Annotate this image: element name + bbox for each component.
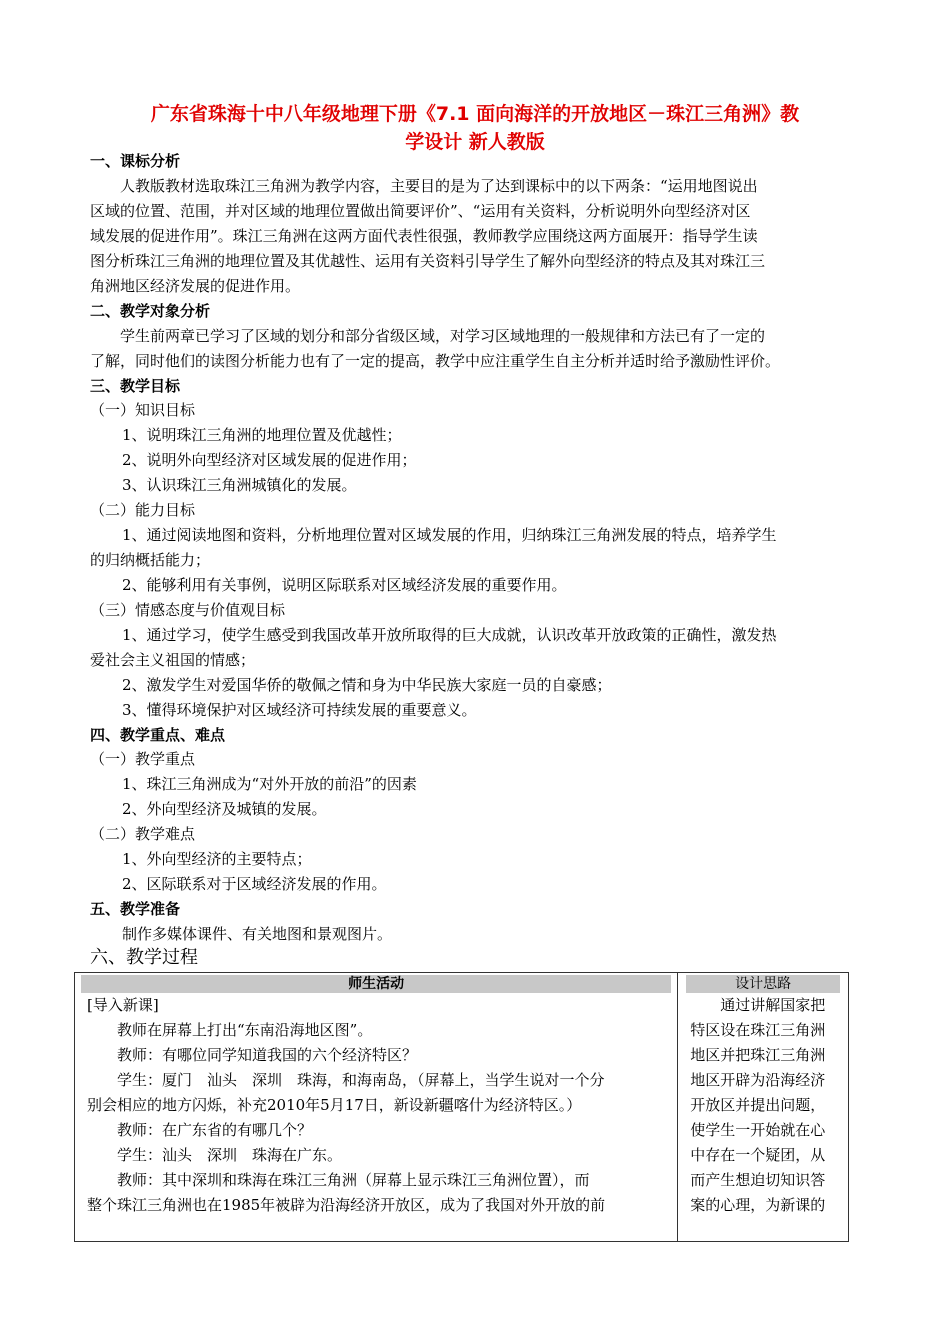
subsection-heading: （二）教学难点 [90, 825, 196, 843]
teaching-process-table [74, 972, 849, 1242]
list-item: 爱社会主义祖国的情感； [90, 651, 256, 669]
section-heading: 二、教学对象分析 [90, 302, 211, 320]
list-item: 2、能够利用有关事例，说明区际联系对区域经济发展的重要作用。 [122, 576, 567, 594]
table-line: 通过讲解国家把 [720, 996, 826, 1014]
table-line: 地区并把珠江三角洲 [690, 1046, 826, 1064]
paragraph-line: 域发展的促进作用”。珠江三角洲在这两方面代表性很强，教师教学应围绕这两方面展开：指导学生读 [90, 227, 758, 245]
list-item: 1、通过学习，使学生感受到我国改革开放所取得的巨大成就，认识改革开放政策的正确性，激发热 [122, 626, 777, 644]
paragraph-line: 人教版教材选取珠江三角洲为教学内容，主要目的是为了达到课标中的以下两条：“运用地图说出 [120, 177, 758, 195]
section-heading: 六、教学过程 [90, 947, 198, 968]
paragraph-line: 了解，同时他们的读图分析能力也有了一定的提高，教学中应注重学生自主分析并适时给予激励性评价。 [90, 352, 781, 370]
paragraph-line: 学生前两章已学习了区域的划分和部分省级区域，对学习区域地理的一般规律和方法已有了一定的 [120, 327, 766, 345]
title-line-2: 学设计 新人教版 [405, 131, 545, 153]
section-heading: 三、教学目标 [90, 377, 181, 395]
table-cell-design [678, 973, 849, 1242]
list-item: 1、说明珠江三角洲的地理位置及优越性； [122, 426, 402, 444]
table-line: 教师：有哪位同学知道我国的六个经济特区？ [117, 1046, 418, 1064]
list-item: 的归纳概括能力； [90, 551, 211, 569]
list-item: 1、通过阅读地图和资料，分析地理位置对区域发展的作用，归纳珠江三角洲发展的特点，培养学生 [122, 526, 777, 544]
table-line: 而产生想迫切知识答 [690, 1171, 826, 1189]
table-line: 教师：其中深圳和珠海在珠江三角洲（屏幕上显示珠江三角洲位置），而 [117, 1171, 590, 1189]
section-heading: 四、教学重点、难点 [90, 726, 226, 744]
section-heading: 五、教学准备 [90, 900, 181, 918]
list-item: 2、区际联系对于区域经济发展的作用。 [122, 875, 387, 893]
list-item: 2、说明外向型经济对区域发展的促进作用； [122, 451, 417, 469]
subsection-heading: （一）教学重点 [90, 750, 196, 768]
table-line: 别会相应的地方闪烁，补充2010年5月17日，新设新疆喀什为经济特区。） [87, 1096, 582, 1114]
table-line: 使学生一开始就在心 [690, 1121, 826, 1139]
table-line: 整个珠江三角洲也在1985年被辟为沿海经济开放区，成为了我国对外开放的前 [87, 1196, 606, 1214]
table-line: 学生：厦门 汕头 深圳 珠海，和海南岛，（屏幕上，当学生说对一个分 [117, 1071, 605, 1089]
table-line: 教师在屏幕上打出“东南沿海地区图”。 [117, 1021, 373, 1039]
table-line: 中存在一个疑团，从 [690, 1146, 826, 1164]
list-item: 2、激发学生对爱国华侨的敬佩之情和身为中华民族大家庭一员的自豪感； [122, 676, 612, 694]
subsection-heading: （一）知识目标 [90, 401, 196, 419]
subsection-heading: （三）情感态度与价值观目标 [90, 601, 286, 619]
paragraph-line: 区域的位置、范围，并对区域的地理位置做出简要评价”、“运用有关资料，分析说明外向型经济对区 [90, 202, 751, 220]
table-line: 地区开辟为沿海经济 [690, 1071, 826, 1089]
table-line: 开放区并提出问题， [690, 1096, 826, 1114]
paragraph-line: 角洲地区经济发展的促进作用。 [90, 277, 301, 295]
table-cell-activities [75, 973, 678, 1242]
table-header-design: 设计思路 [686, 975, 840, 993]
table-line: 教师：在广东省的有哪几个？ [117, 1121, 313, 1139]
list-item: 1、珠江三角洲成为“对外开放的前沿”的因素 [122, 775, 417, 793]
section-heading: 一、课标分析 [90, 152, 181, 170]
table-line: 案的心理，为新课的 [690, 1196, 826, 1214]
table-line: [导入新课] [87, 996, 159, 1014]
table-line: 特区设在珠江三角洲 [690, 1021, 826, 1039]
paragraph-line: 制作多媒体课件、有关地图和景观图片。 [122, 925, 393, 943]
table-header-activities: 师生活动 [81, 975, 671, 993]
table-line: 学生：汕头 深圳 珠海在广东。 [117, 1146, 343, 1164]
document-title [90, 100, 860, 156]
list-item: 3、懂得环境保护对区域经济可持续发展的重要意义。 [122, 701, 477, 719]
title-line-1: 广东省珠海十中八年级地理下册《7.1 面向海洋的开放地区－珠江三角洲》教 [150, 103, 800, 125]
list-item: 1、外向型经济的主要特点； [122, 850, 312, 868]
subsection-heading: （二）能力目标 [90, 501, 196, 519]
paragraph-line: 图分析珠江三角洲的地理位置及其优越性、运用有关资料引导学生了解外向型经济的特点及其对珠江三 [90, 252, 766, 270]
list-item: 3、认识珠江三角洲城镇化的发展。 [122, 476, 357, 494]
list-item: 2、外向型经济及城镇的发展。 [122, 800, 327, 818]
